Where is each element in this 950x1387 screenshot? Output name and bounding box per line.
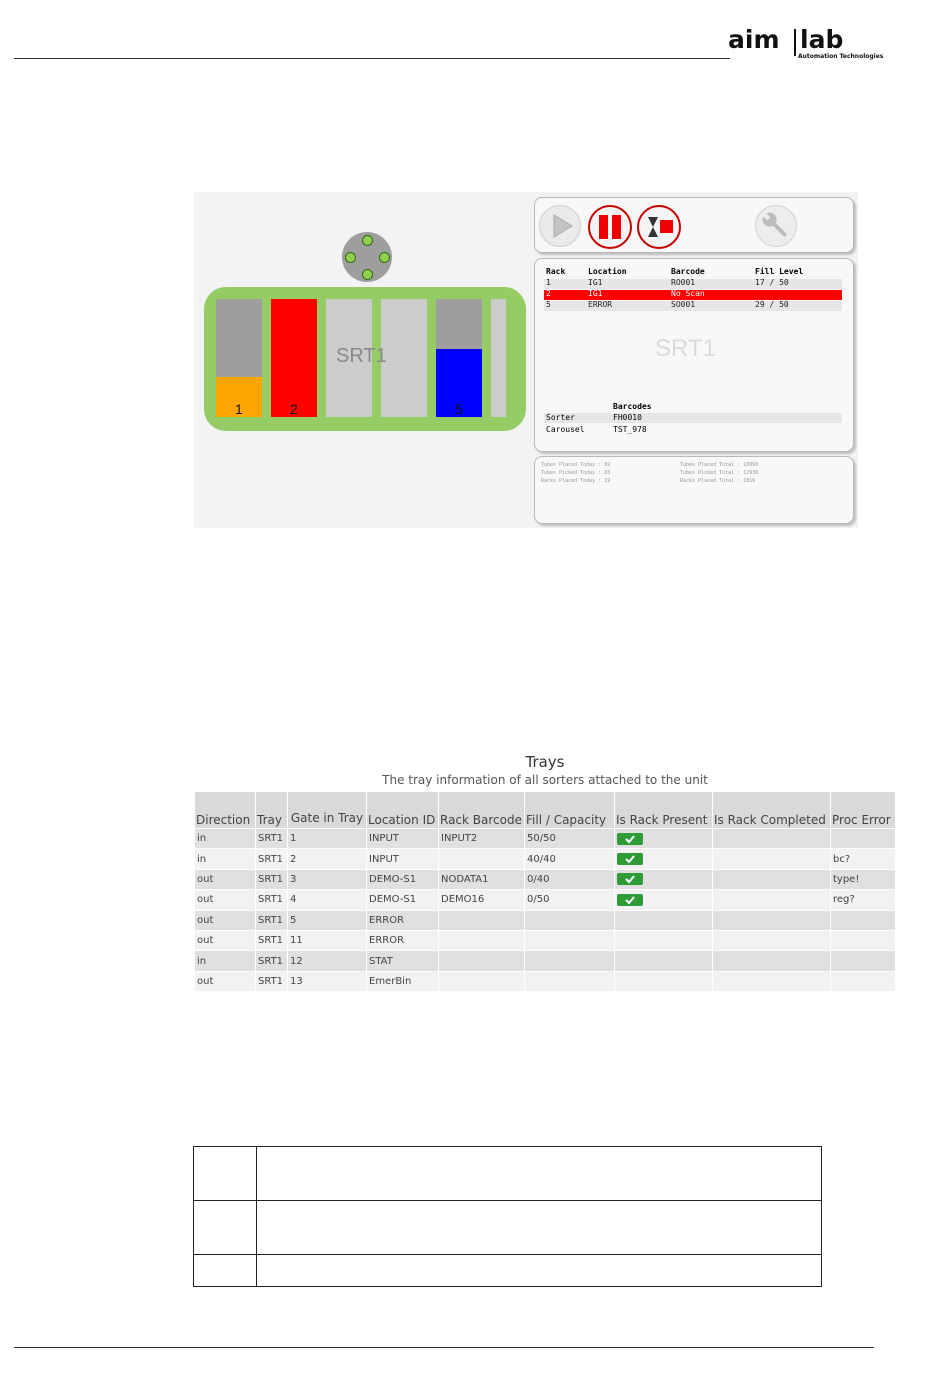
tray-row[interactable] xyxy=(195,890,895,909)
cell-tray: SRT1 xyxy=(256,951,287,970)
cell-location: STAT xyxy=(367,951,438,970)
info-cell-barcode: RO001 xyxy=(671,278,696,287)
cell-gate: 12 xyxy=(288,951,366,970)
wrench-icon xyxy=(756,206,796,246)
stats-panel xyxy=(534,456,854,524)
stat-line: Tubes Placed Total : 10060 xyxy=(680,462,759,468)
carousel-slot xyxy=(379,252,390,263)
cell-location: INPUT xyxy=(367,829,438,848)
carousel-slot xyxy=(362,269,373,280)
legend-key xyxy=(194,1201,257,1255)
cell-direction: out xyxy=(195,870,255,889)
sorter-frame xyxy=(204,287,526,431)
barcode-value: FH0010 xyxy=(613,413,642,422)
barcode-row xyxy=(544,425,842,435)
tray-row[interactable] xyxy=(195,829,895,848)
cell-tray: SRT1 xyxy=(256,911,287,930)
bay-fill xyxy=(271,299,317,417)
cell-present xyxy=(615,951,712,970)
cell-fill: 40/40 xyxy=(525,849,614,868)
legend-row xyxy=(194,1255,822,1287)
cell-completed xyxy=(713,951,830,970)
carousel-slot xyxy=(362,235,373,246)
trays-header-row xyxy=(195,792,895,828)
cell-barcode xyxy=(439,931,524,950)
bay-label: 2 xyxy=(290,401,298,417)
sorter-bay[interactable] xyxy=(271,299,317,417)
settings-button[interactable] xyxy=(755,205,797,247)
cell-fill xyxy=(525,931,614,950)
control-panel xyxy=(534,197,854,253)
cell-location: DEMO-S1 xyxy=(367,870,438,889)
sorter-name: SRT1 xyxy=(336,345,387,367)
info-cell-barcode: SO001 xyxy=(671,300,696,309)
cell-completed xyxy=(713,870,830,889)
cell-error xyxy=(831,911,895,930)
info-cell-rack: 1 xyxy=(546,278,551,287)
tray-row[interactable] xyxy=(195,911,895,930)
svg-text:lab: lab xyxy=(800,26,844,54)
stat-line: Tubes Picked Today : 83 xyxy=(541,470,611,476)
info-cell-location: IG1 xyxy=(588,289,603,298)
cell-error xyxy=(831,829,895,848)
th-barcode: Rack Barcode xyxy=(439,792,524,828)
cell-location: ERROR xyxy=(367,911,438,930)
legend-key xyxy=(194,1255,257,1287)
check-icon xyxy=(617,833,643,845)
cell-barcode: DEMO16 xyxy=(439,890,524,909)
col-rack: Rack xyxy=(546,267,566,276)
th-fill: Fill / Capacity xyxy=(525,792,614,828)
stop-after-button[interactable] xyxy=(637,205,681,249)
tray-row[interactable] xyxy=(195,951,895,970)
cell-present xyxy=(615,972,712,991)
sorter-bay[interactable] xyxy=(381,299,427,417)
barcode-row xyxy=(544,413,842,423)
cell-gate: 3 xyxy=(288,870,366,889)
tray-row[interactable] xyxy=(195,849,895,868)
cell-location: INPUT xyxy=(367,849,438,868)
legend-row xyxy=(194,1147,822,1201)
cell-gate: 11 xyxy=(288,931,366,950)
stat-line: Tubes Placed Today : 82 xyxy=(541,462,611,468)
cell-present xyxy=(615,849,712,868)
cell-present xyxy=(615,911,712,930)
cell-fill: 0/40 xyxy=(525,870,614,889)
th-direction: Direction xyxy=(195,792,255,828)
legend-key xyxy=(194,1147,257,1201)
play-icon xyxy=(540,206,580,246)
carousel[interactable] xyxy=(342,232,392,282)
cell-gate: 1 xyxy=(288,829,366,848)
info-cell-barcode: No Scan xyxy=(671,289,705,298)
legend-row xyxy=(194,1201,822,1255)
sorter-bay[interactable] xyxy=(216,299,262,417)
info-rack-row[interactable] xyxy=(544,279,842,289)
cell-error: bc? xyxy=(831,849,895,868)
bay-label: 5 xyxy=(455,401,463,417)
check-icon xyxy=(617,873,643,885)
info-cell-location: IG1 xyxy=(588,278,603,287)
trays-table xyxy=(194,791,896,992)
cell-tray: SRT1 xyxy=(256,870,287,889)
cell-barcode: NODATA1 xyxy=(439,870,524,889)
stat-line: Tubes Picked Total : 12930 xyxy=(680,470,759,476)
cell-direction: in xyxy=(195,829,255,848)
sorter-bay[interactable] xyxy=(436,299,482,417)
aimlab-logo xyxy=(728,26,883,64)
tray-row[interactable] xyxy=(195,972,895,991)
cell-gate: 2 xyxy=(288,849,366,868)
cell-present xyxy=(615,870,712,889)
th-completed: Is Rack Completed xyxy=(713,792,830,828)
cell-completed xyxy=(713,890,830,909)
cell-fill: 0/50 xyxy=(525,890,614,909)
info-cell-fill: 29 / 50 xyxy=(755,300,789,309)
header-rule xyxy=(14,58,730,59)
cell-present xyxy=(615,931,712,950)
cell-fill xyxy=(525,972,614,991)
info-panel xyxy=(534,258,854,452)
cell-present xyxy=(615,829,712,848)
pause-button[interactable] xyxy=(588,205,632,249)
legend-text xyxy=(257,1201,822,1255)
stat-line: Racks Placed Total : 1816 xyxy=(680,478,756,484)
sorter-screenshot xyxy=(194,192,858,528)
th-present: Is Rack Present xyxy=(615,792,712,828)
trays-title: Trays xyxy=(525,753,565,771)
cell-direction: out xyxy=(195,890,255,909)
pause-icon xyxy=(590,207,630,247)
cell-direction: in xyxy=(195,849,255,868)
cell-tray: SRT1 xyxy=(256,931,287,950)
th-tray: Tray xyxy=(256,792,287,828)
tray-row[interactable] xyxy=(195,870,895,889)
cell-fill xyxy=(525,951,614,970)
barcode-value: TST_978 xyxy=(613,425,647,434)
cell-barcode xyxy=(439,849,524,868)
col-fill: Fill Level xyxy=(755,267,804,276)
info-cell-location: ERROR xyxy=(588,300,613,309)
legend-table xyxy=(193,1146,822,1287)
logo-subtitle: Automation Technologies xyxy=(798,53,884,60)
tray-row[interactable] xyxy=(195,931,895,950)
th-location: Location ID xyxy=(367,792,438,828)
info-cell-fill: 17 / 50 xyxy=(755,278,789,287)
sorter-bay-partial xyxy=(491,299,506,417)
cell-completed xyxy=(713,849,830,868)
logo-text: aim xyxy=(728,26,780,54)
barcodes-header: Barcodes xyxy=(613,402,652,411)
logo-wordmark xyxy=(728,26,878,56)
bay-label: 1 xyxy=(235,401,243,417)
info-header-row xyxy=(544,267,842,277)
cell-gate: 5 xyxy=(288,911,366,930)
cell-barcode xyxy=(439,911,524,930)
cell-error: type! xyxy=(831,870,895,889)
cell-direction: out xyxy=(195,931,255,950)
info-cell-rack: 2 xyxy=(546,289,551,298)
cell-barcode xyxy=(439,951,524,970)
cell-error xyxy=(831,972,895,991)
cell-fill xyxy=(525,911,614,930)
cell-location: ERROR xyxy=(367,931,438,950)
cell-completed xyxy=(713,911,830,930)
info-rack-row[interactable] xyxy=(544,290,842,300)
cell-gate: 4 xyxy=(288,890,366,909)
cell-tray: SRT1 xyxy=(256,849,287,868)
cell-barcode: INPUT2 xyxy=(439,829,524,848)
cell-gate: 13 xyxy=(288,972,366,991)
info-cell-rack: 5 xyxy=(546,300,551,309)
cell-location: EmerBin xyxy=(367,972,438,991)
cell-error xyxy=(831,951,895,970)
cell-tray: SRT1 xyxy=(256,972,287,991)
hourglass-stop-icon xyxy=(639,207,679,247)
th-gate: Gate in Tray xyxy=(288,792,366,828)
cell-tray: SRT1 xyxy=(256,829,287,848)
play-button[interactable] xyxy=(539,205,581,247)
cell-direction: in xyxy=(195,951,255,970)
legend-text xyxy=(257,1147,822,1201)
cell-direction: out xyxy=(195,911,255,930)
stat-line: Racks Placed Today : 19 xyxy=(541,478,611,484)
legend-text xyxy=(257,1255,822,1287)
footer-rule xyxy=(14,1347,874,1348)
th-error: Proc Error xyxy=(831,792,895,828)
cell-completed xyxy=(713,829,830,848)
cell-barcode xyxy=(439,972,524,991)
check-icon xyxy=(617,853,643,865)
info-watermark: SRT1 xyxy=(655,335,716,362)
cell-direction: out xyxy=(195,972,255,991)
check-icon xyxy=(617,894,643,906)
barcode-label: Sorter xyxy=(546,413,575,422)
cell-error: reg? xyxy=(831,890,895,909)
info-rack-row[interactable] xyxy=(544,301,842,311)
col-location: Location xyxy=(588,267,627,276)
cell-error xyxy=(831,931,895,950)
barcode-label: Carousel xyxy=(546,425,585,434)
cell-tray: SRT1 xyxy=(256,890,287,909)
cell-fill: 50/50 xyxy=(525,829,614,848)
cell-present xyxy=(615,890,712,909)
cell-location: DEMO-S1 xyxy=(367,890,438,909)
col-barcode: Barcode xyxy=(671,267,705,276)
carousel-slot xyxy=(345,252,356,263)
cell-completed xyxy=(713,972,830,991)
trays-subtitle: The tray information of all sorters attached to the unit xyxy=(382,773,708,787)
cell-completed xyxy=(713,931,830,950)
